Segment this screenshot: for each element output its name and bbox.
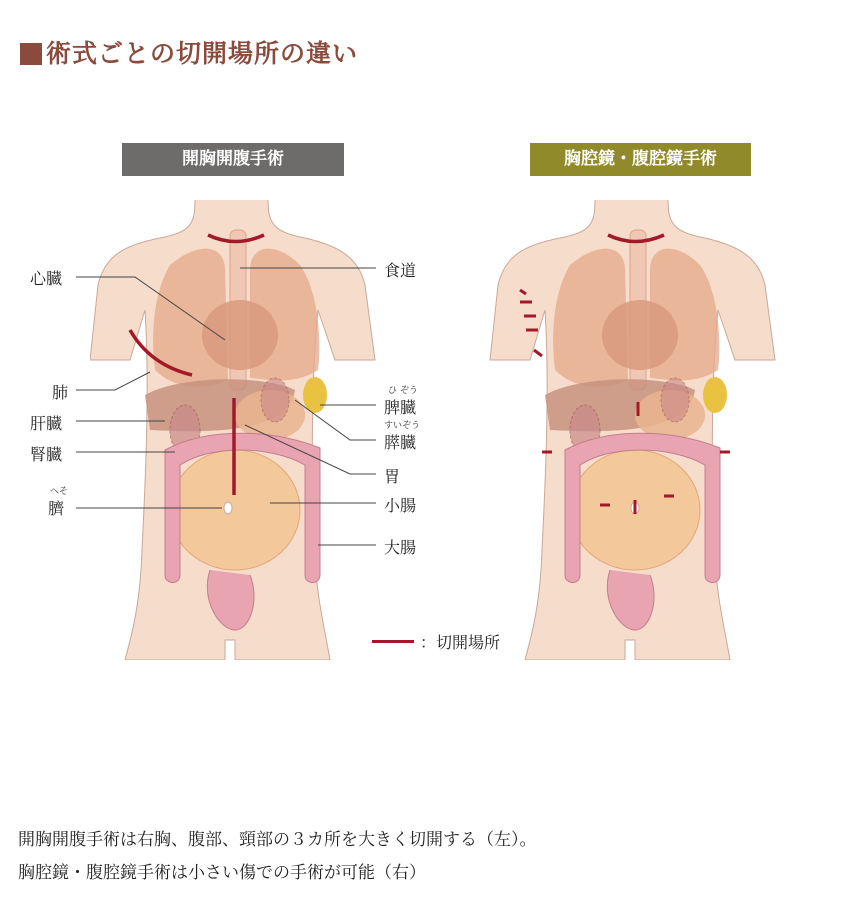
- label-liver: 肝臓: [30, 414, 63, 433]
- label-kidney: 腎臓: [30, 445, 63, 464]
- left-kidney: [261, 378, 289, 422]
- navel: [224, 502, 232, 514]
- label-lung: 肺: [52, 383, 69, 402]
- legend-text: ：切開場所: [420, 633, 501, 652]
- ruby-navel: へそ: [50, 487, 69, 497]
- label-stomach: 胃: [384, 467, 401, 486]
- heart: [202, 300, 278, 370]
- spleen-r: [703, 377, 727, 413]
- label-esophagus: 食道: [384, 261, 417, 280]
- label-pancreas: 膵臓: [384, 433, 417, 452]
- left-kidney-r: [661, 378, 689, 422]
- ruby-pancreas: すいぞう: [384, 421, 421, 431]
- header-open-surgery: 開胸開腹手術: [122, 143, 344, 176]
- label-spleen: 脾臓: [384, 398, 417, 417]
- heart-r: [602, 300, 678, 370]
- label-heart: 心臓: [30, 269, 63, 288]
- endoscopic-surgery-figure: [465, 190, 810, 660]
- port-chest-4: [534, 350, 542, 356]
- label-navel: 臍: [48, 499, 65, 518]
- label-small-intestine: 小腸: [384, 496, 417, 515]
- legend: [372, 630, 500, 653]
- open-surgery-figure: [90, 190, 410, 660]
- page-title-text: 術式ごとの切開場所の違い: [46, 39, 359, 68]
- caption-line-1: 開胸開腹手術は右胸、腹部、頸部の３カ所を大きく切開する（左）。: [18, 830, 537, 850]
- page-title: [20, 34, 358, 70]
- ruby-spleen: ひ ぞう: [388, 386, 418, 396]
- header-endoscopic-surgery: 胸腔鏡・腹腔鏡手術: [530, 143, 751, 176]
- label-large-intestine: 大腸: [384, 538, 417, 557]
- legend-incision-line: [372, 640, 414, 643]
- spleen: [303, 377, 327, 413]
- title-square-icon: [20, 43, 42, 65]
- caption-line-2: 胸腔鏡・腹腔鏡手術は小さい傷での手術が可能（右）: [18, 863, 426, 883]
